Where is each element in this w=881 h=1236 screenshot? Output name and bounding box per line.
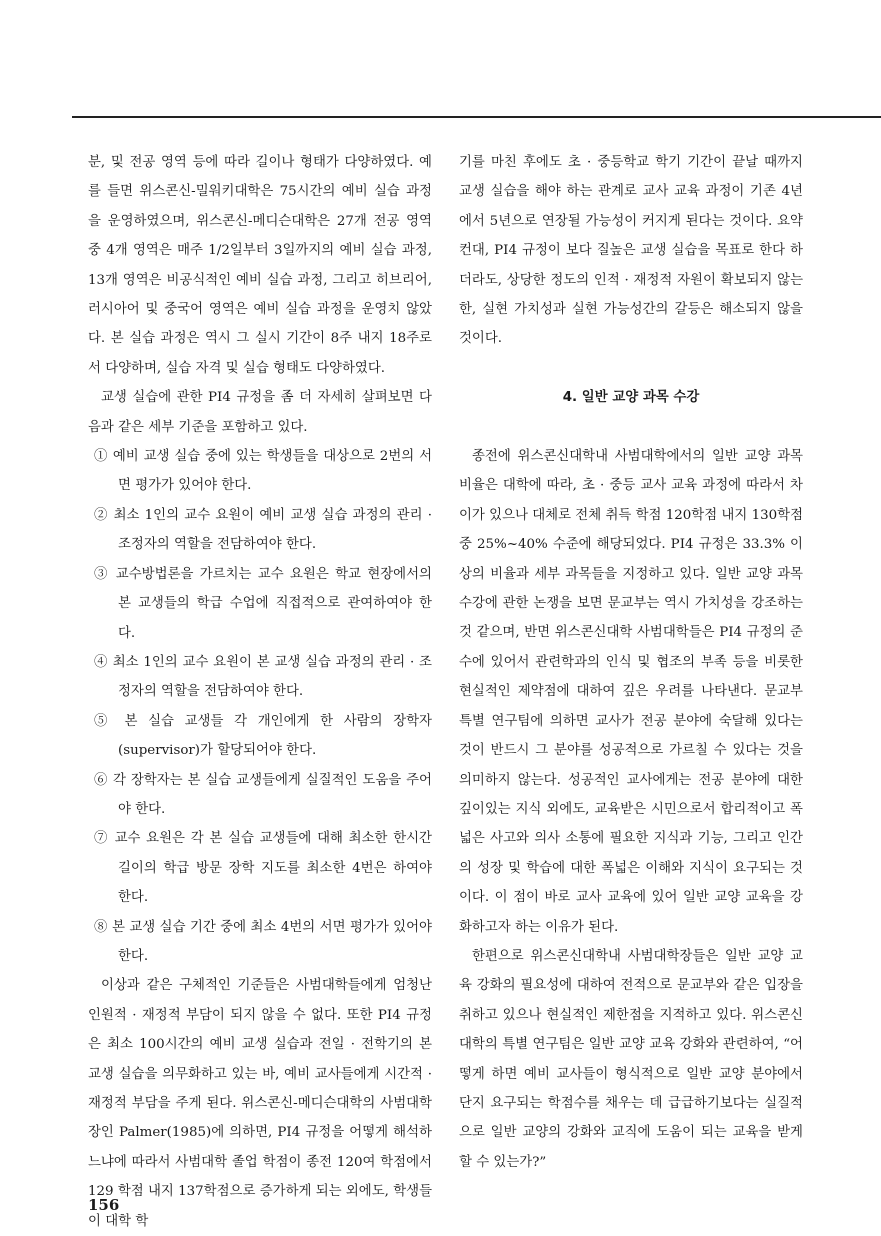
list-item: ⑥ 각 장학자는 본 실습 교생들에게 실질적인 도움을 주어야 한다.	[94, 772, 432, 817]
paragraph: 이상과 같은 구체적인 기준들은 사범대학들에게 엄청난 인원적 · 재정적 부담이 되지 않을 수 없다. 또한 PI4 규정은 최소 100시간의 예비 교생 실습과 전일 · 전학기의 본 교생 실습을 의무화하고 있는 바, 예비 교사들에게 시간적 · 재정적 부담을 주게 된다. 위스콘신-메디슨대학의 사범대학장인 Palmer(1985)에 의하면, PI4 규정을 어떻게 해석하느냐에 따라서 사범대학 졸업 학점이 종전 120여 학점에서 129 학점 내지 137학점으로 증가하게 되는 외에도, 학생들이 대학 학	[88, 978, 432, 1229]
list-item: ④ 최소 1인의 교수 요원이 본 교생 실습 과정의 관리 · 조정자의 역할을 전담하여야 한다.	[94, 654, 432, 700]
section-heading: 4. 일반 교양 과목 수강	[562, 390, 700, 406]
paragraph: 분, 및 전공 영역 등에 따라 길이나 형태가 다양하였다. 예를 들면 위스콘신-밀워키대학은 75시간의 예비 실습 과정을 운영하였으며, 위스콘신-메디슨대학은 27개 전공 영역 중 4개 영역은 매주 1/2일부터 3일까지의 예비 실습 과정, 13개 영역은 비공식적인 예비 실습 과정, 그리고 히브리어, 러시아어 및 중국어 영역은 예비 실습 과정을 운영치 않았다. 본 실습 과정은 역시 그 실시 기간이 8주 내지 18주로서 다양하며, 실습 자격 및 실습 형태도 다양하였다.	[88, 155, 432, 376]
page-number: 156	[88, 1196, 120, 1214]
list-item: ⑧ 본 교생 실습 기간 중에 최소 4번의 서면 평가가 있어야 한다.	[94, 919, 432, 964]
spacer	[459, 354, 803, 383]
right-column	[459, 148, 803, 1177]
paragraph: 한편으로 위스콘신대학내 사범대학장들은 일반 교양 교육 강화의 필요성에 대하여 전적으로 문교부와 같은 입장을 취하고 있으나 현실적인 제한점을 지적하고 있다. 위스콘신대학의 특별 연구팀은 일반 교양 교육 강화와 관련하여, “어떻게 하면 예비 교사들이 형식적으로 일반 교양 분야에서 단지 요구되는 학점수를 채우는 데 급급하기보다는 실질적으로 일반 교양의 강화와 교직에 도움이 되는 교육을 받게 할 수 있는가?”	[459, 948, 803, 1170]
left-column	[88, 148, 432, 1236]
spacer	[459, 413, 803, 442]
paragraph: 종전에 위스콘신대학내 사범대학에서의 일반 교양 과목 비율은 대학에 따라, 초 · 중등 교사 교육 과정에 따라서 차이가 있으나 대체로 전체 취득 학점 120학점 내지 130학점 중 25%~40% 수준에 해당되었다. PI4 규정은 33.3% 이상의 비율과 세부 과목들을 지정하고 있다. 일반 교양 과목 수강에 관한 논쟁을 보면 문교부는 역시 가치성을 강조하는 것 같으며, 반면 위스콘신대학 사범대학들은 PI4 규정의 준수에 있어서 관련학과의 인식 및 협조의 부족 등을 비롯한 현실적인 제약점에 대하여 깊은 우려를 나타낸다. 문교부 특별 연구팀에 의하면 교사가 전공 분야에 숙달해 있다는 것이 반드시 그 분야를 성공적으로 가르칠 수 있다는 것을 의미하지 않는다. 성공적인 교사에게는 전공 분야에 대한 깊이있는 지식 외에도, 교육받은 시민으로서 합리적이고 폭넓은 사고와 의사 소통에 필요한 지식과 기능, 그리고 인간의 성장 및 학습에 대한 폭넓은 이해와 지식이 요구되는 것이다. 이 점이 바로 교사 교육에 있어 일반 교양 교육을 강화하고자 하는 이유가 된다.	[459, 449, 803, 935]
list-item: ① 예비 교생 실습 중에 있는 학생들을 대상으로 2번의 서면 평가가 있어야 한다.	[94, 449, 432, 494]
paragraph: 교생 실습에 관한 PI4 규정을 좀 더 자세히 살펴보면 다음과 같은 세부 기준을 포함하고 있다.	[88, 390, 432, 435]
list-item: ⑦ 교수 요원은 각 본 실습 교생들에 대해 최소한 한시간 길이의 학급 방문 장학 지도를 최소한 4번은 하여야 한다.	[94, 831, 432, 906]
list-item: ② 최소 1인의 교수 요원이 예비 교생 실습 과정의 관리 · 조정자의 역할을 전담하여야 한다.	[94, 507, 432, 553]
list-item: ③ 교수방법론을 가르치는 교수 요원은 학교 현장에서의 본 교생들의 학급 수업에 직접적으로 관여하여야 한다.	[94, 566, 432, 641]
header-rule	[72, 116, 881, 118]
list-item: ⑤ 본 실습 교생들 각 개인에게 한 사람의 장학자(supervisor)가 할당되어야 한다.	[94, 713, 432, 759]
paragraph: 기를 마친 후에도 초 · 중등학교 학기 기간이 끝날 때까지 교생 실습을 해야 하는 관계로 교사 교육 과정이 기존 4년에서 5년으로 연장될 가능성이 커지게 된다는 것이다. 요약컨대, PI4 규정이 보다 질높은 교생 실습을 목표로 한다 하더라도, 상당한 정도의 인적 · 재정적 자원이 확보되지 않는한, 실현 가치성과 실현 가능성간의 갈등은 해소되지 않을 것이다.	[459, 155, 803, 347]
